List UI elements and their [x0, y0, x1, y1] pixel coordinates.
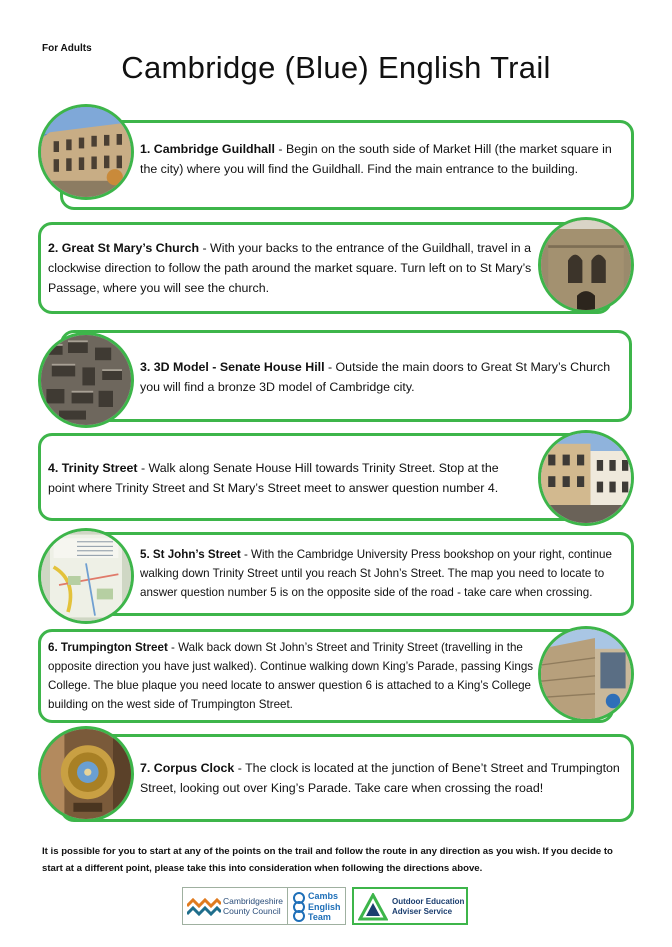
- stop-body-6: - Walk back down St John’s Street and Trinity Street (travelling in the opposite direction you have just walked). Continue walking down King’s Parade, passing Kings College. The blue plaque you need locate to answer question 6 is attached to a King’s College building on the west side of Trumpington Street.: [48, 641, 534, 711]
- corpus-clock-image: [41, 729, 131, 819]
- stop-heading-3: 3. 3D Model - Senate House Hill: [140, 360, 325, 374]
- cambs-english-team-logo: [288, 887, 346, 925]
- outdoor-logo-line2: Adviser Service: [392, 907, 453, 916]
- bronze-model-image: [41, 335, 131, 425]
- stop-photo-church: [538, 217, 634, 313]
- audience-label: For Adults: [42, 43, 92, 54]
- county-council-wave-icon: [187, 897, 221, 917]
- stop-photo-3d-model: [38, 332, 134, 428]
- stop-body-3: - Outside the main doors to Great St Mary’s Church you will find a bronze 3D model of Cambridge city.: [140, 360, 611, 394]
- stop-text-1: [140, 139, 624, 179]
- stop-body-1: - Begin on the south side of Market Hill (the market square in the city) where you will find the Guildhall. Find the main entrance to the building.: [140, 142, 612, 176]
- english-logo-line3: Team: [308, 912, 331, 922]
- page-title: Cambridge (Blue) English Trail: [121, 50, 551, 85]
- outdoor-education-logo: [352, 887, 468, 925]
- outdoor-triangle-icon: [358, 893, 388, 921]
- stop-text-5: [140, 545, 626, 602]
- stop-body-4: - Walk along Senate House Hill towards Trinity Street. Stop at the point where Trinity Street and St Mary’s Street meet to answer question number 4.: [48, 461, 499, 495]
- stop-text-6: [48, 638, 538, 714]
- english-logo-line2: English: [308, 901, 341, 912]
- stop-text-2: [48, 238, 533, 298]
- stop-heading-2: 2. Great St Mary’s Church: [48, 241, 200, 255]
- county-logo-line1: Cambridgeshire: [223, 896, 283, 906]
- stop-photo-trumpington-street: [538, 626, 634, 722]
- county-logo-line2: County Council: [223, 906, 281, 916]
- stop-body-2: - With your backs to the entrance of the Guildhall, travel in a clockwise direction to follow the path around the market square. Turn left on to St Mary’s Passage, where you will see the church.: [48, 241, 532, 295]
- stop-photo-map: [38, 528, 134, 624]
- guildhall-image: [41, 107, 131, 197]
- stop-heading-4: 4. Trinity Street: [48, 461, 138, 475]
- stop-heading-7: 7. Corpus Clock: [140, 761, 235, 775]
- church-image: [541, 220, 631, 310]
- city-map-image: [41, 531, 131, 621]
- english-logo-line1: Cambs: [308, 891, 339, 901]
- stop-photo-guildhall: [38, 104, 134, 200]
- stop-body-7: - The clock is located at the junction of Bene’t Street and Trumpington Street, looking out over King’s Parade. Take care when crossing the road!: [140, 761, 620, 795]
- stop-text-7: [140, 758, 628, 798]
- stop-photo-trinity-street: [538, 430, 634, 526]
- blue-plaque-building-image: [541, 629, 631, 719]
- stop-heading-5: 5. St John’s Street: [140, 548, 241, 561]
- stop-text-3: [140, 357, 624, 397]
- stop-body-5: - With the Cambridge University Press bookshop on your right, continue walking down Trinity Street until you reach St John’s Street. The map you need to locate to answer question number 5 is on the opposite side of the road - take care when crossing.: [140, 548, 612, 599]
- stop-text-4: [48, 458, 523, 498]
- cambridgeshire-county-council-logo: [182, 887, 288, 925]
- stop-heading-1: 1. Cambridge Guildhall: [140, 142, 275, 156]
- trinity-street-image: [541, 433, 631, 523]
- english-team-rings-icon: [291, 892, 307, 922]
- stop-heading-6: 6. Trumpington Street: [48, 641, 168, 654]
- footer-note: It is possible for you to start at any of the points on the trail and follow the route in any direction as you wish. If you decide to start at a different point, please take this into consideration when following the directions above.: [42, 846, 613, 874]
- stop-photo-corpus-clock: [38, 726, 134, 822]
- outdoor-logo-line1: Outdoor Education: [392, 897, 465, 906]
